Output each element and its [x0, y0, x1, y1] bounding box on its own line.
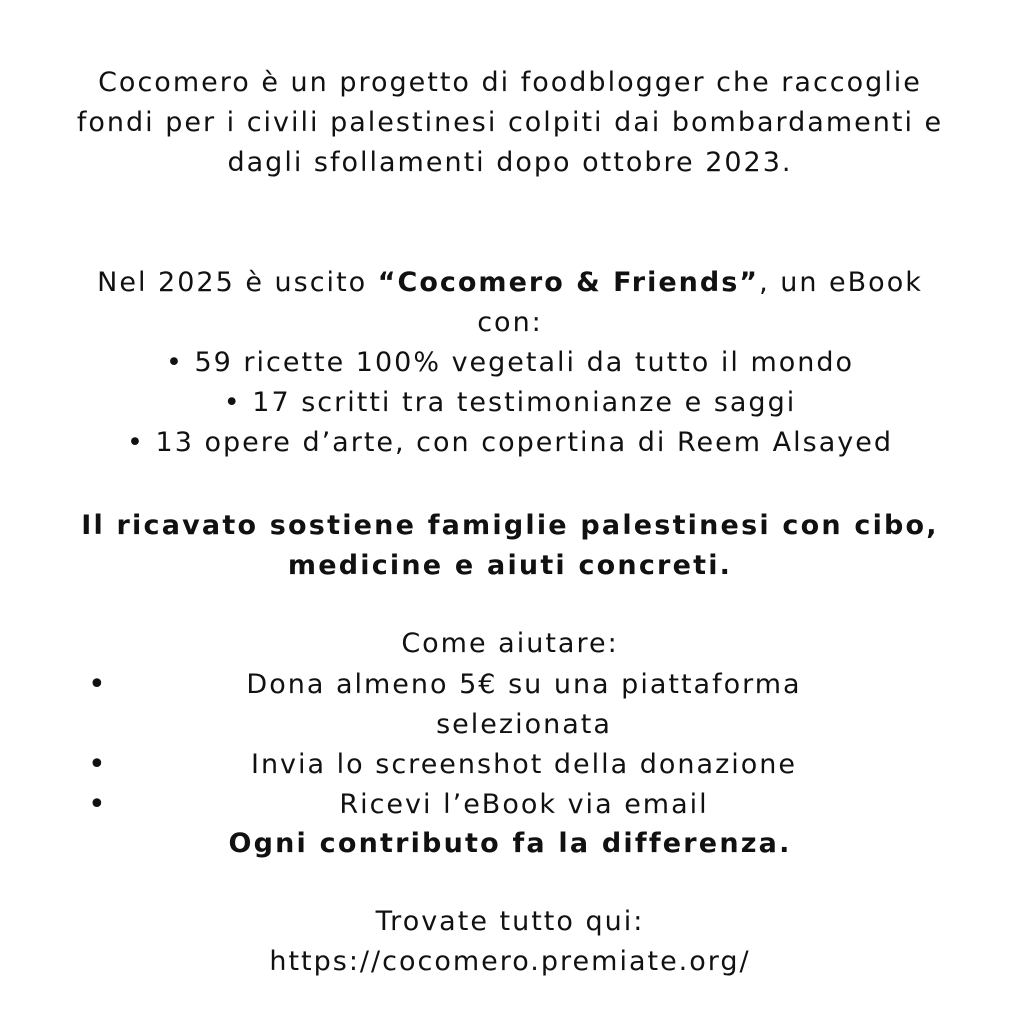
ebook-lead-before: Nel 2025 è uscito [97, 267, 378, 298]
help-step-text: Invia lo screenshot della donazione [250, 749, 798, 780]
ebook-lead [60, 263, 960, 343]
help-step-donate [88, 665, 948, 745]
help-step-text: Dona almeno 5€ su una piattaforma selezionata [246, 669, 802, 740]
bullet-icon: • [88, 747, 108, 782]
help-step-receive [88, 785, 948, 825]
bullet-icon: • [88, 667, 108, 702]
ebook-section [60, 263, 960, 463]
ebook-item-recipes: • 59 ricette 100% vegetali da tutto il mondo [165, 347, 855, 378]
help-title: Come aiutare: [401, 628, 619, 659]
footer-label: Trovate tutto qui: [375, 906, 645, 937]
footer [60, 902, 960, 982]
impact-statement: Il ricavato sostiene famiglie palestinesi con cibo, medicine e aiuti concreti. [81, 510, 939, 581]
intro-paragraph: Cocomero è un progetto di foodblogger che raccoglie fondi per i civili palestinesi colpiti dai bombardamenti e dagli sfollamenti dopo ottobre 2023. [76, 67, 944, 178]
ebook-item-artworks: • 13 opere d’arte, con copertina di Reem Alsayed [127, 427, 893, 458]
ebook-item-writings: • 17 scritti tra testimonianze e saggi [223, 387, 797, 418]
bullet-icon: • [88, 787, 108, 822]
ebook-lead-after: , un eBook con: [477, 267, 923, 338]
closing-statement: Ogni contributo fa la differenza. [228, 828, 792, 859]
ebook-title: “Cocomero & Friends” [377, 267, 760, 298]
help-step-screenshot [88, 745, 948, 785]
website-link[interactable]: https://cocomero.premiate.org/ [269, 946, 751, 977]
help-steps-list [88, 665, 948, 825]
help-step-text: Ricevi l’eBook via email [339, 789, 709, 820]
